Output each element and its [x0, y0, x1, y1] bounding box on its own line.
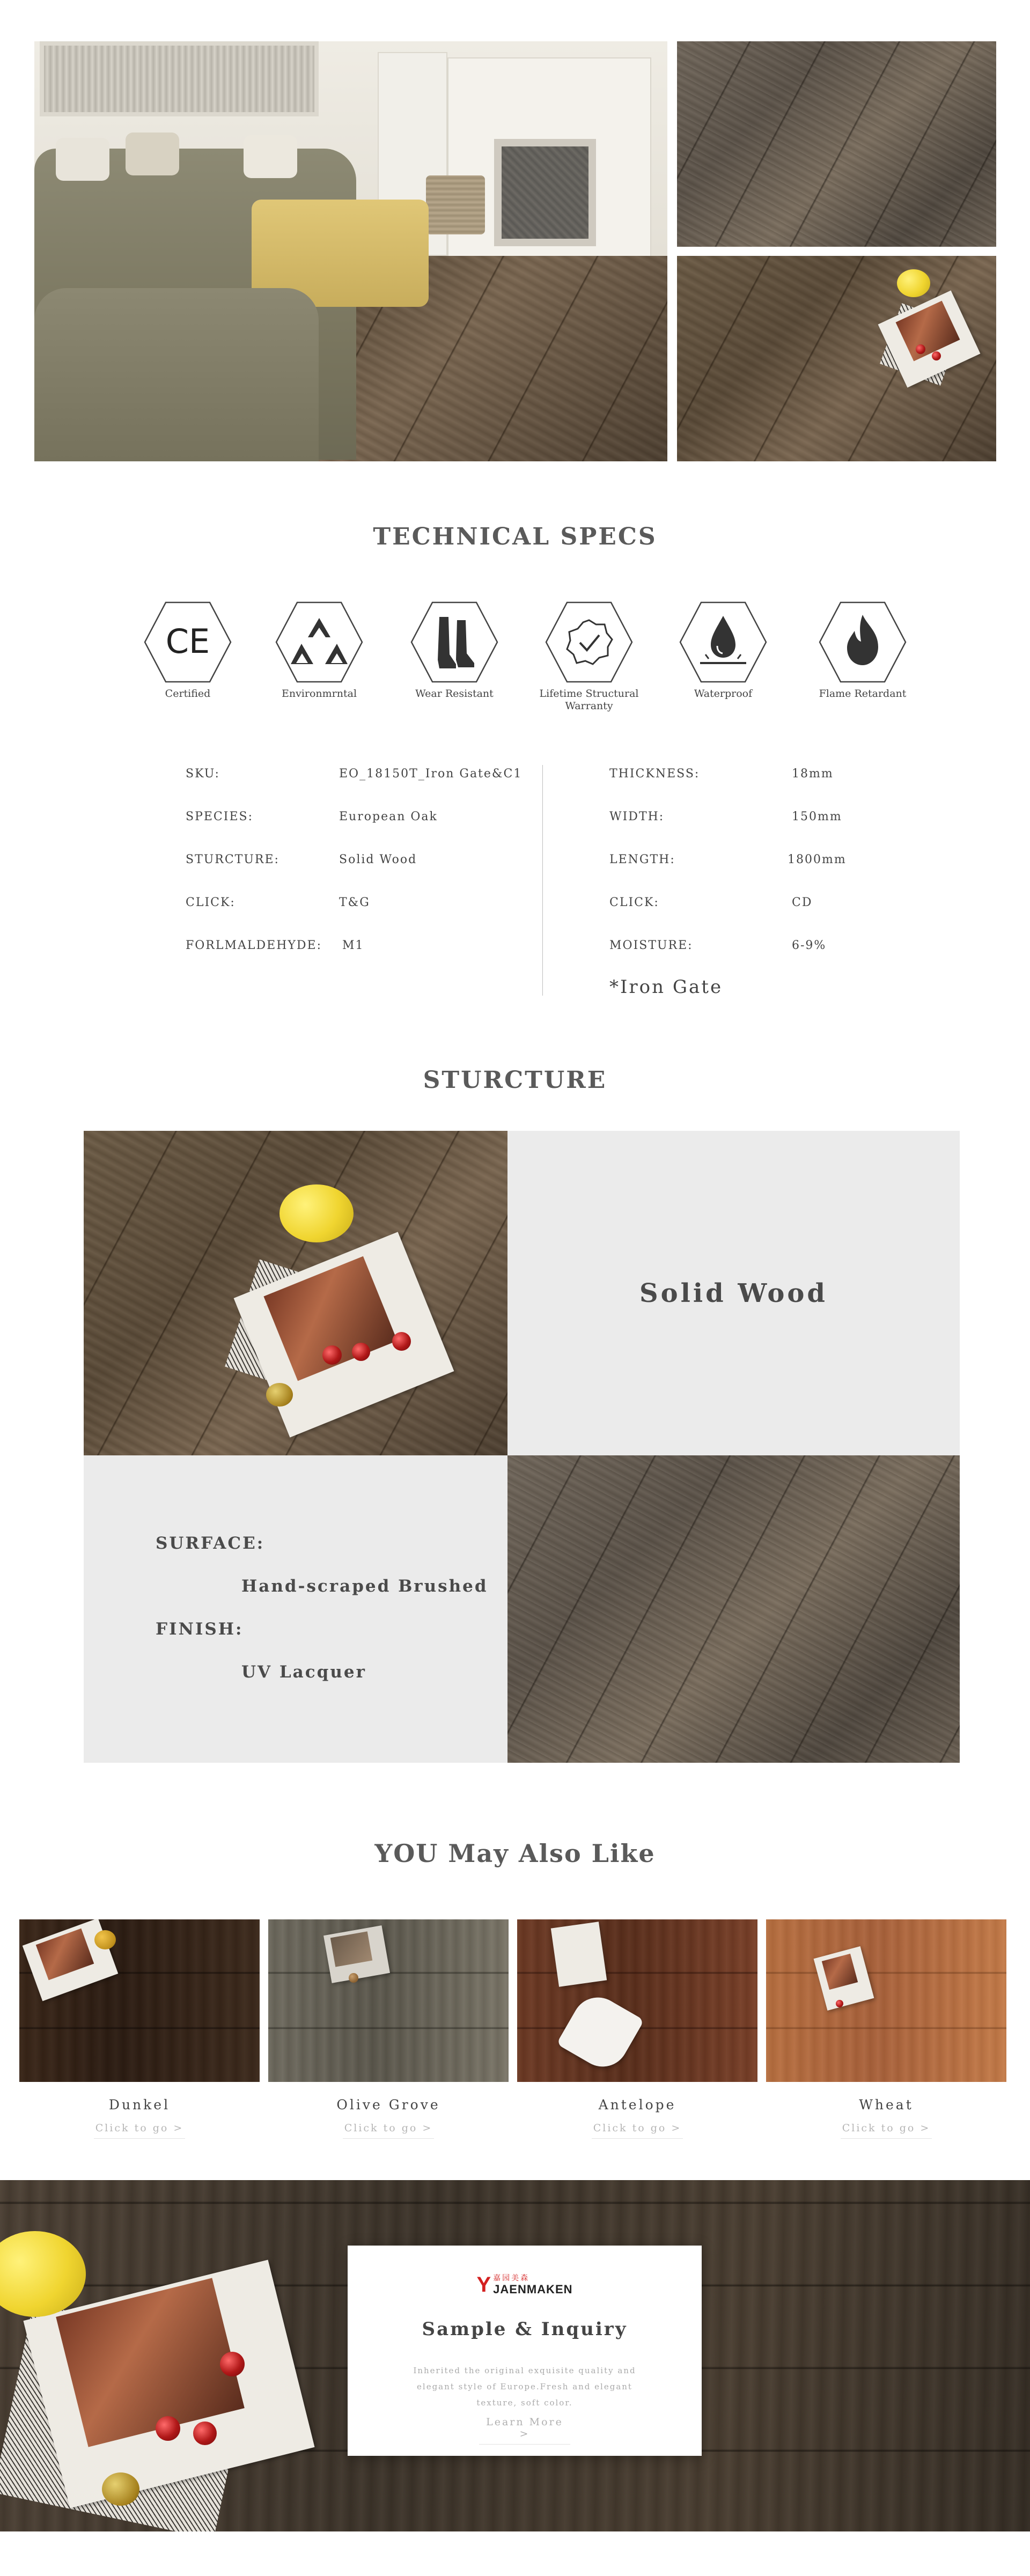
spec-icon-label: Certified [165, 688, 211, 700]
brand-logo-chinese: 嘉园美森 [493, 2274, 530, 2283]
footprint-icon [410, 601, 499, 683]
spec-icon-flame-retardant [804, 601, 922, 700]
lemon-decoration [0, 2231, 86, 2317]
spec-icon-warranty [530, 601, 648, 712]
product-click-link[interactable]: Click to go > [94, 2122, 185, 2139]
technical-specs-title: TECHNICAL SPECS [373, 523, 657, 550]
structure-type-panel [507, 1131, 960, 1455]
finish-value: UV Lacquer [241, 1662, 366, 1682]
spec-icon-label: Environmrntal [281, 688, 357, 700]
water-drop-icon [679, 601, 768, 683]
spec-icon-label: Waterproof [694, 688, 753, 700]
hero-still-life-image [677, 256, 996, 461]
brand-logo-text: JAENMAKEN [493, 2283, 573, 2296]
hero-gallery [34, 41, 996, 461]
product-click-link[interactable]: Click to go > [841, 2122, 932, 2139]
product-name: Dunkel [108, 2097, 171, 2113]
product-name: Olive Grove [336, 2097, 440, 2113]
product-card-wheat[interactable] [766, 1919, 1006, 2139]
finish-label: FINISH: [156, 1620, 244, 1639]
spec-icon-certified [129, 601, 247, 700]
product-name: Antelope [598, 2097, 676, 2113]
spec-icons-row [129, 601, 923, 724]
structure-wood-closeup-image [507, 1455, 960, 1763]
product-card-olive-grove[interactable] [268, 1919, 509, 2139]
spec-icon-label: Flame Retardant [819, 688, 907, 700]
surface-label: SURFACE: [156, 1534, 265, 1553]
spec-icon-wear-resistant [395, 601, 513, 700]
also-like-title: YOU May Also Like [374, 1839, 656, 1868]
spec-icon-label: Wear Resistant [415, 688, 494, 700]
structure-still-life-image [84, 1131, 507, 1455]
product-card-antelope[interactable] [517, 1919, 757, 2139]
spec-icon-waterproof [664, 601, 782, 700]
structure-title: STURCTURE [423, 1066, 607, 1094]
inquiry-banner [0, 2180, 1030, 2531]
spec-table: SKU: EO_18150T_Iron Gate&C1 SPECIES: European Oak STURCTURE: Solid Wood CLICK: T&G FORLMALDEHYDE: M1 THICKNESS: 18mm WIDTH: 150mm LENGTH: 1800mm CLICK: CD MOISTURE: 6-9% *Iron Gate [186, 762, 894, 998]
product-thumbnail[interactable] [19, 1919, 260, 2082]
product-thumbnail[interactable] [268, 1919, 509, 2082]
product-name: Wheat [859, 2097, 914, 2113]
spec-icon-environmental [260, 601, 378, 700]
inquiry-description: Inherited the original exquisite quality and elegant style of Europe.Fresh and elegant texture, soft color. [413, 2366, 636, 2408]
recycle-icon [275, 601, 364, 683]
learn-more-button[interactable]: Learn More > [479, 2416, 570, 2445]
brand-logo-mark: Y [476, 2273, 491, 2297]
brand-logo [348, 2273, 702, 2296]
product-thumbnail[interactable] [766, 1919, 1006, 2082]
structure-type-label: Solid Wood [639, 1278, 828, 1308]
spec-divider [542, 765, 543, 996]
inquiry-card [348, 2246, 702, 2456]
svg-text:CE: CE [165, 622, 210, 661]
warranty-badge-icon [545, 601, 634, 683]
product-click-link[interactable]: Click to go > [343, 2122, 434, 2139]
flame-icon [818, 601, 907, 683]
inquiry-title: Sample & Inquiry [422, 2319, 628, 2340]
finish-panel [84, 1455, 507, 1763]
structure-grid [84, 1131, 960, 1763]
ce-mark-icon [143, 601, 232, 683]
hero-wood-closeup-image [677, 41, 996, 247]
product-card-dunkel[interactable] [19, 1919, 260, 2139]
hero-living-room-image [34, 41, 667, 461]
surface-value: Hand-scraped Brushed [241, 1577, 488, 1596]
color-name-note: *Iron Gate [609, 976, 723, 998]
product-thumbnail[interactable] [517, 1919, 757, 2082]
product-click-link[interactable]: Click to go > [592, 2122, 683, 2139]
spec-icon-label: Lifetime Structural Warranty [539, 688, 639, 712]
product-list [19, 1919, 1006, 2145]
